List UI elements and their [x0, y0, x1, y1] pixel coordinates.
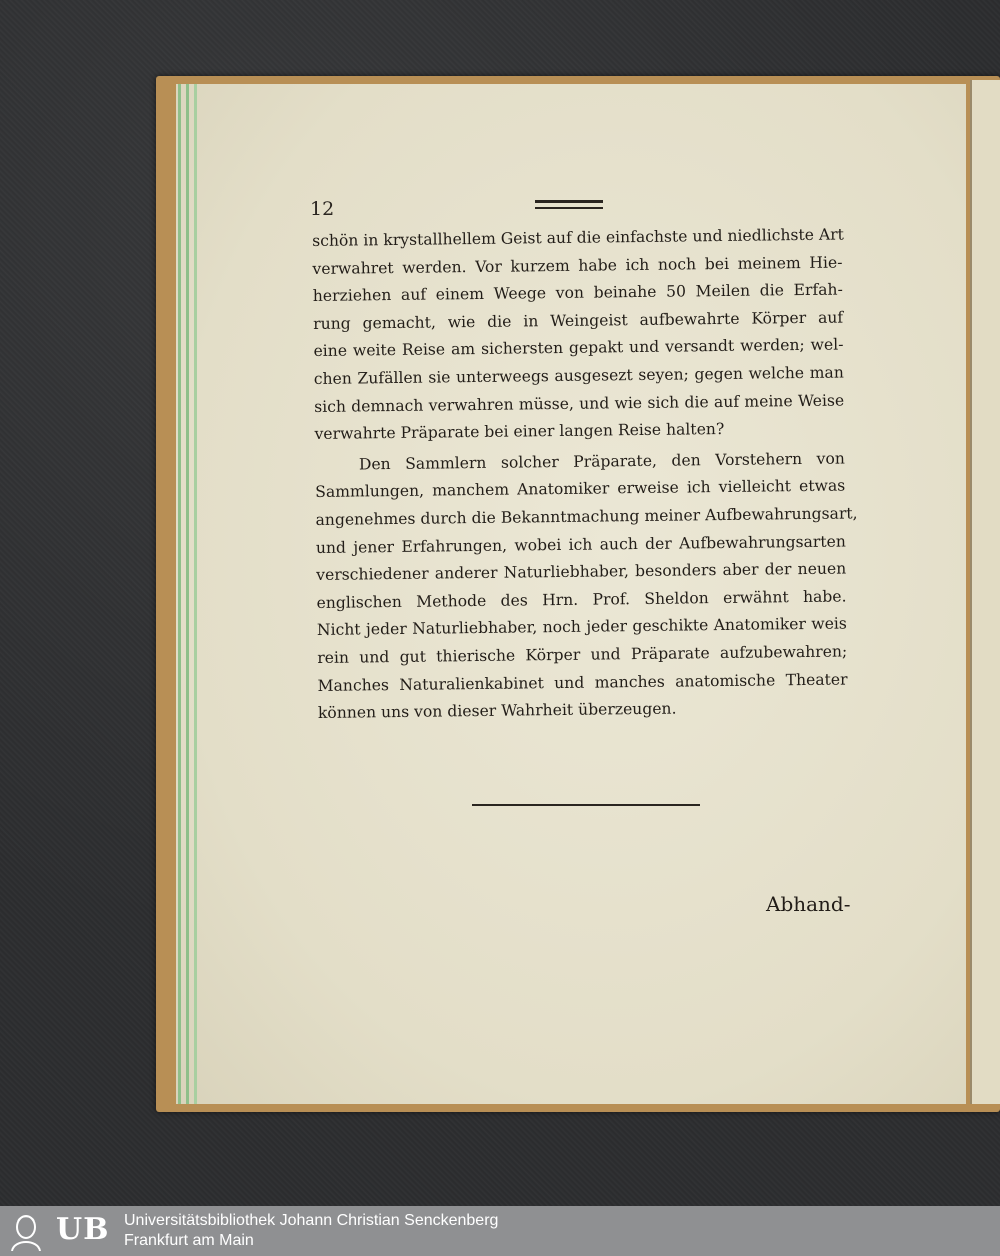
catchword: Abhand- [766, 892, 851, 916]
page-edge-line [194, 84, 197, 1104]
text-line: Nicht jeder Naturliebhaber, noch jeder geschikte Anatomiker weis [316, 614, 847, 640]
text-line: herziehen auf einem Weege von beinahe 50 Meilen die Erfah- [312, 280, 843, 306]
facing-page-edge [970, 80, 1000, 1104]
text-line: sich demnach verwahren müsse, und wie sich die auf meine Weise [314, 391, 845, 416]
section-end-rule [472, 804, 700, 806]
header-rule [535, 200, 603, 209]
page-edge-line [186, 84, 189, 1104]
text-line: schön in krystallhellem Geist auf die einfachste und niedlichste Art [312, 225, 844, 250]
text-line: Manches Naturalienkabinet und manches anatomische Theater [317, 669, 848, 695]
page-number: 12 [310, 198, 335, 220]
text-line: rein und gut thierische Körper und Präparate aufzubewahren; [317, 642, 848, 667]
library-location: Frankfurt am Main [124, 1232, 254, 1249]
text-line: können uns von dieser Wahrheit überzeugen. [317, 699, 677, 723]
text-line: und jener Erfahrungen, wobei ich auch der Aufbewahrungsarten [315, 532, 846, 557]
body-text [312, 222, 858, 728]
page-edge-line [178, 84, 181, 1104]
text-line: rung gemacht, wie die in Weingeist aufbewahrte Körper auf [313, 308, 844, 333]
text-line: englischen Methode des Hrn. Prof. Sheldon erwähnt habe. [316, 587, 847, 612]
text-line: verschiedener anderer Naturliebhaber, besonders aber der neuen [316, 559, 847, 585]
portrait-logo-icon [4, 1211, 48, 1251]
text-line: Sammlungen, manchem Anatomiker erweise ich vielleicht etwas [315, 476, 846, 502]
library-name: Universitätsbibliothek Johann Christian Senckenberg [124, 1212, 499, 1229]
text-line: Den Sammlern solcher Präparate, den Vorstehern von [358, 449, 845, 474]
text-line: verwahrte Präparate bei einer langen Reise halten? [314, 420, 725, 444]
library-logo: UB [56, 1212, 110, 1247]
text-line: angenehmes durch die Bekanntmachung meiner Aufbewahrungsart, [315, 504, 858, 529]
text-line: verwahret werden. Vor kurzem habe ich noch bei meinem Hie- [312, 253, 843, 278]
text-line: eine weite Reise am sichersten gepakt und versandt werden; wel- [313, 335, 844, 361]
text-line: chen Zufällen sie unterweegs ausgesezt seyen; gegen welche man [313, 363, 844, 388]
